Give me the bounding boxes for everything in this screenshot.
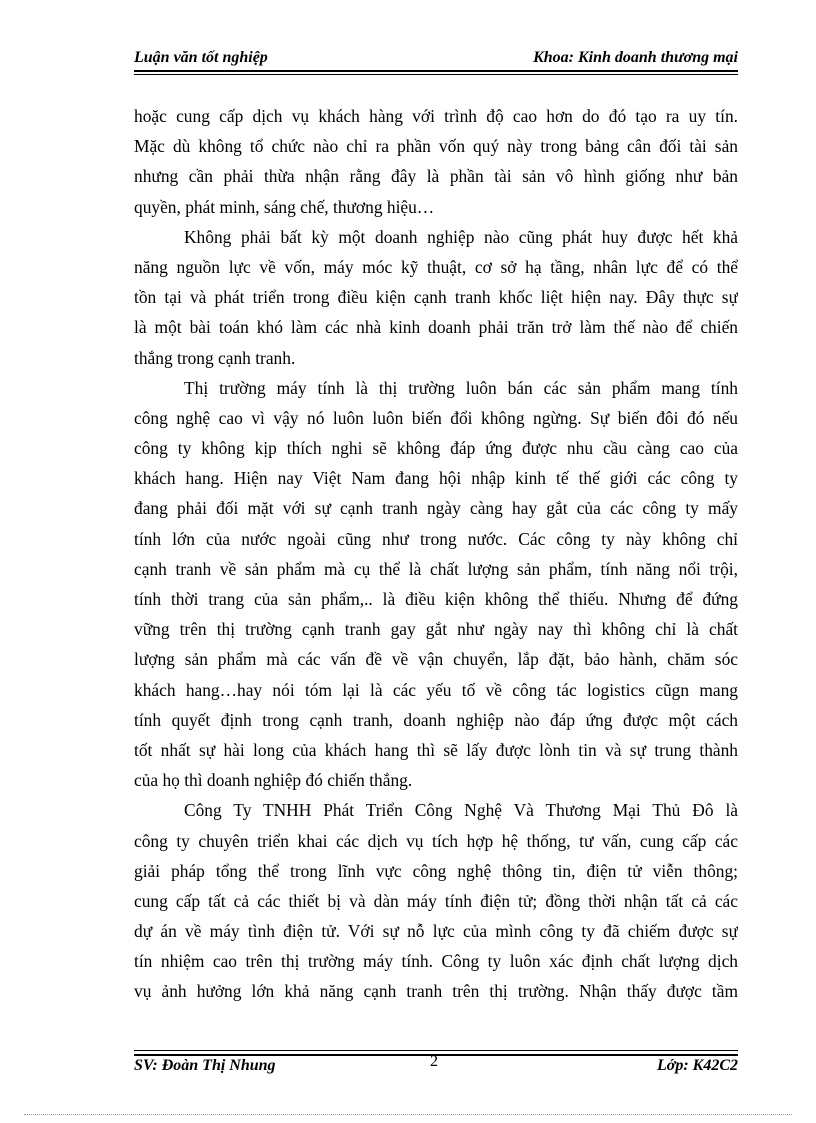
header-thesis-title: Luận văn tốt nghiệp [134,49,268,66]
footer-class: Lớp: K42C2 [656,1057,738,1074]
body-line: Thị trường máy tính là thị trường luôn bán các sản phẩm mang tính [184,377,738,398]
body-line: vững trên thị trường cạnh tranh gay gắt như ngày nay thì không chỉ là chất [134,619,738,640]
body-line: khách hang…hay nói tóm lại là các yếu tố về công tác logistics cũgn mang [134,679,738,700]
body-line: công ty chuyên triển khai các dịch vụ tích hợp hệ thống, tư vấn, cung cấp các [134,830,738,851]
body-line: quyền, phát minh, sáng chế, thương hiệu… [134,196,435,217]
header-rule-thick [134,70,738,72]
body-line: nhưng cần phải thừa nhận rằng đây là phần tài sản vô hình giống như bản [134,166,738,187]
body-line: Công Ty TNHH Phát Triển Công Nghệ Và Thương Mại Thủ Đô là [184,800,738,821]
body-line: tính quyết định trong cạnh tranh, doanh nghiệp nào đáp ứng được một cách [134,709,738,730]
body-line: Mặc dù không tổ chức nào chỉ ra phần vốn quý này trong bảng cân đối tài sản [134,136,738,157]
body-line: năng nguồn lực về vốn, máy móc kỹ thuật, cơ sở hạ tầng, nhân lực để có thể [134,256,738,277]
page-bottom-dotted-border [24,1114,792,1115]
body-line: thắng trong cạnh tranh. [134,347,296,368]
body-line: cạnh tranh về sản phẩm mà cụ thể là chất lượng sản phẩm, tính năng nổi trội, [134,558,738,579]
body-line: khách hang. Hiện nay Việt Nam đang hội nhập kinh tế thế giới các công ty [134,468,738,489]
body-line: là một bài toán khó làm các nhà kinh doanh phải trăn trở làm thế nào để chiến [134,317,738,338]
footer-student-name: SV: Đoàn Thị Nhung [134,1057,276,1074]
page-header [134,48,738,70]
footer-rule-thin [134,1050,738,1051]
header-faculty: Khoa: Kinh doanh thương mại [533,49,738,66]
page-number: 2 [430,1053,438,1070]
body-line: công nghệ cao vì vậy nó luôn luôn biến đổi không ngừng. Sự biến đôi đó nếu [134,407,738,428]
body-line: của họ thì doanh nghiệp đó chiến thắng. [134,770,413,791]
body-line: cung cấp tất cả các thiết bị và dàn máy tính điện tử; đồng thời nhận tất cả các [134,890,738,911]
body-line: vụ ảnh hưởng lớn khả năng cạnh tranh trên thị trường. Nhận thấy được tầm [134,981,738,1002]
body-line: tính thời trang của sản phẩm,.. là điều kiện không thể thiếu. Nhưng để đứng [134,589,738,609]
body-line: công ty không kịp thích nghi sẽ không đáp ứng được nhu cầu càng cao của [134,438,738,459]
body-line: hoặc cung cấp dịch vụ khách hàng với trình độ cao hơn do đó tạo ra uy tín. [134,106,738,126]
body-line: tín nhiệm cao trên thị trường máy tính. Công ty luôn xác định chất lượng dịch [134,951,738,972]
body-line: Không phải bất kỳ một doanh nghiệp nào cũng phát huy được hết khả [184,226,738,247]
body-line: đang phải đối mặt với sự cạnh tranh ngày càng hay gắt của các công ty mấy [134,498,738,519]
page-footer [134,1046,738,1086]
body-line: giải pháp tổng thể trong lĩnh vực công nghệ thông tin, điện tử viễn thông; [134,860,738,881]
body-line: tồn tại và phát triển trong điều kiện cạnh tranh khốc liệt hiện nay. Đây thực sự [134,287,738,308]
body-line: tính lớn của nước ngoài cũng như trong nước. Các công ty này không chỉ [134,528,738,549]
body-text [134,101,738,1007]
body-line: tốt nhất sự hài long của khách hang thì sẽ lấy được lònh tin và sự trung thành [134,739,738,760]
header-rule-thin [134,74,738,75]
body-line: lượng sản phẩm mà các vấn đề về vận chuyển, lắp đặt, bảo hành, chăm sóc [134,649,738,670]
body-line: dự án về máy tình điện tử. Với sự nỗ lực của mình công ty đã chiếm được sự [134,921,738,942]
